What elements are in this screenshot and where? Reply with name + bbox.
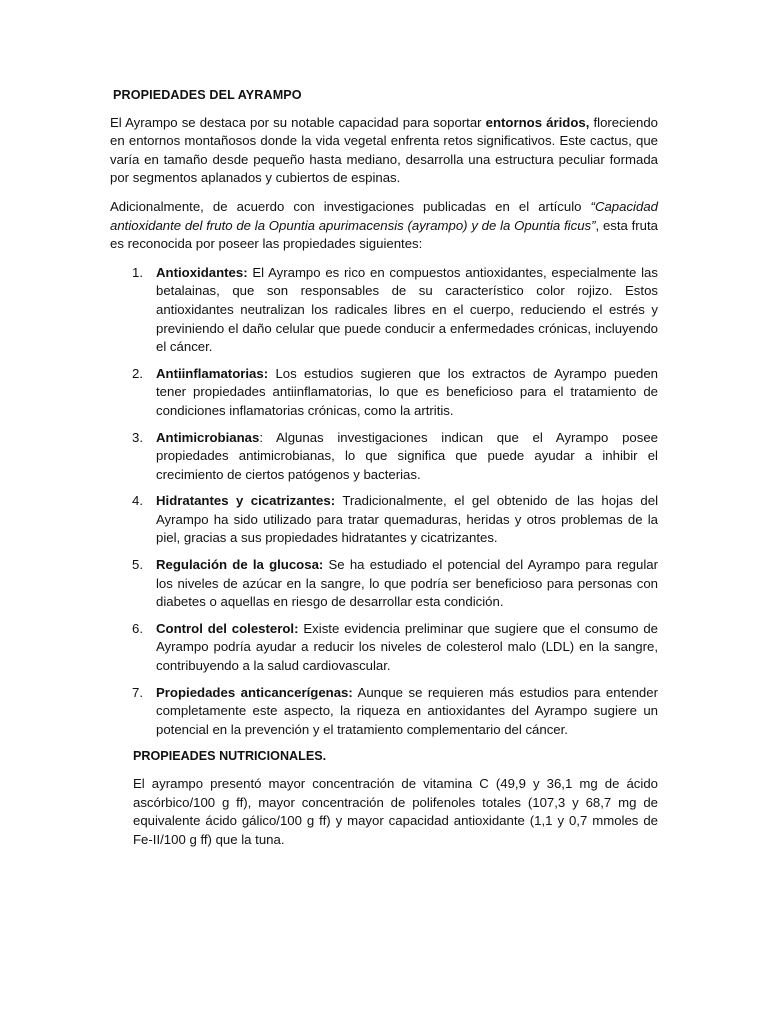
document-title: PROPIEDADES DEL AYRAMPO: [113, 88, 302, 102]
article-text-start: Adicionalmente, de acuerdo con investigaciones publicadas en el artículo: [110, 198, 591, 214]
intro-text-end: floreciendo en entornos montañosos donde la vida vegetal enfrenta retos significativos. Este cactus, que varía en tamaño desde pequeño hasta mediano, desarrolla una estructura peculiar formada por segmentos aplanados y cubiertos de espinas.: [110, 114, 658, 186]
list-item-term: Regulación de la glucosa:: [156, 557, 324, 573]
list-item-text: Se ha estudiado el potencial del Ayrampo para regular los niveles de azúcar en la sangre, lo que podría ser beneficioso para personas con diabetes o aquellas en riesgo de desarrollar esta condición.: [156, 557, 658, 610]
list-item-term: Antiinflamatorias:: [156, 365, 269, 381]
list-item-term: Control del colesterol:: [156, 620, 299, 636]
article-paragraph: [110, 198, 658, 254]
article-citation: “Capacidad antioxidante del fruto de la Opuntia apurimacensis (ayrampo) y de la Opuntia ficus”: [110, 198, 658, 233]
list-item-number: 4.: [132, 493, 143, 509]
list-item-text: Los estudios sugieren que los extractos de Ayrampo pueden tener propiedades antiinflamatorias, lo que es beneficioso para el tratamiento de condiciones inflamatorias crónicas, como la artritis.: [156, 365, 658, 418]
list-item-text: : Algunas investigaciones indican que el Ayrampo posee propiedades antimicrobianas, lo que significa que puede ayudar a inhibir el crecimiento de ciertos patógenos y bacterias.: [156, 429, 658, 482]
list-item-term: Propiedades anticancerígenas:: [156, 684, 353, 700]
nutrition-section-title: PROPIEADES NUTRICIONALES.: [133, 749, 327, 764]
intro-paragraph: [110, 114, 658, 188]
list-item-text: Tradicionalmente, el gel obtenido de las hojas del Ayrampo ha sido utilizado para tratar quemaduras, heridas y otros problemas de la piel, gracias a sus propiedades hidratantes y cicatrizantes.: [156, 493, 658, 546]
list-item-number: 1.: [132, 264, 143, 280]
list-item-text: El Ayrampo es rico en compuestos antioxidantes, especialmente las betalainas, que son responsables de su característico color rojizo. Estos antioxidantes neutralizan los radicales libres en el cuerpo, reduciendo el estrés y previniendo el daño celular que puede conducir a enfermedades crónicas, incluyendo el cáncer.: [156, 264, 658, 355]
list-item: [110, 620, 658, 676]
list-item-number: 6.: [132, 620, 143, 636]
list-item: [110, 365, 658, 421]
intro-text-start: El Ayrampo se destaca por su notable capacidad para soportar: [110, 114, 486, 130]
list-item: [110, 684, 658, 740]
list-item: [110, 264, 658, 357]
list-item: [110, 492, 658, 548]
list-item: [110, 556, 658, 612]
list-item-term: Hidratantes y cicatrizantes:: [156, 493, 336, 509]
article-text-end: , esta fruta es reconocida por poseer las propiedades siguientes:: [110, 217, 659, 252]
properties-list: [110, 264, 658, 740]
list-item-number: 5.: [132, 557, 143, 573]
list-item-text: Aunque se requieren más estudios para entender completamente este aspecto, la riqueza en antioxidantes del Ayrampo sugiere un potencial en la prevención y el tratamiento complementario del cáncer.: [156, 684, 658, 737]
intro-bold-text: entornos áridos,: [485, 114, 590, 130]
list-item-text: Existe evidencia preliminar que sugiere que el consumo de Ayrampo podría ayudar a reducir los niveles de colesterol malo (LDL) en la sangre, contribuyendo a la salud cardiovascular.: [156, 620, 658, 674]
document-content: [110, 86, 658, 849]
nutrition-paragraph: El ayrampo presentó mayor concentración de vitamina C (49,9 y 36,1 mg de ácido ascórbico/100 g ff), mayor concentración de polifenoles totales (107,3 y 68,7 mg de equivalente ácido gálico/100 g ff) y mayor capacidad antioxidante (1,1 y 0,7 mmoles de Fe-II/100 g ff) que la tuna.: [133, 776, 658, 847]
list-item-number: 7.: [132, 684, 143, 700]
list-item: [110, 429, 658, 485]
list-item-number: 3.: [132, 429, 143, 445]
list-item-number: 2.: [132, 365, 143, 381]
list-item-term: Antioxidantes:: [156, 264, 248, 280]
list-item-term: Antimicrobianas: [156, 429, 260, 445]
